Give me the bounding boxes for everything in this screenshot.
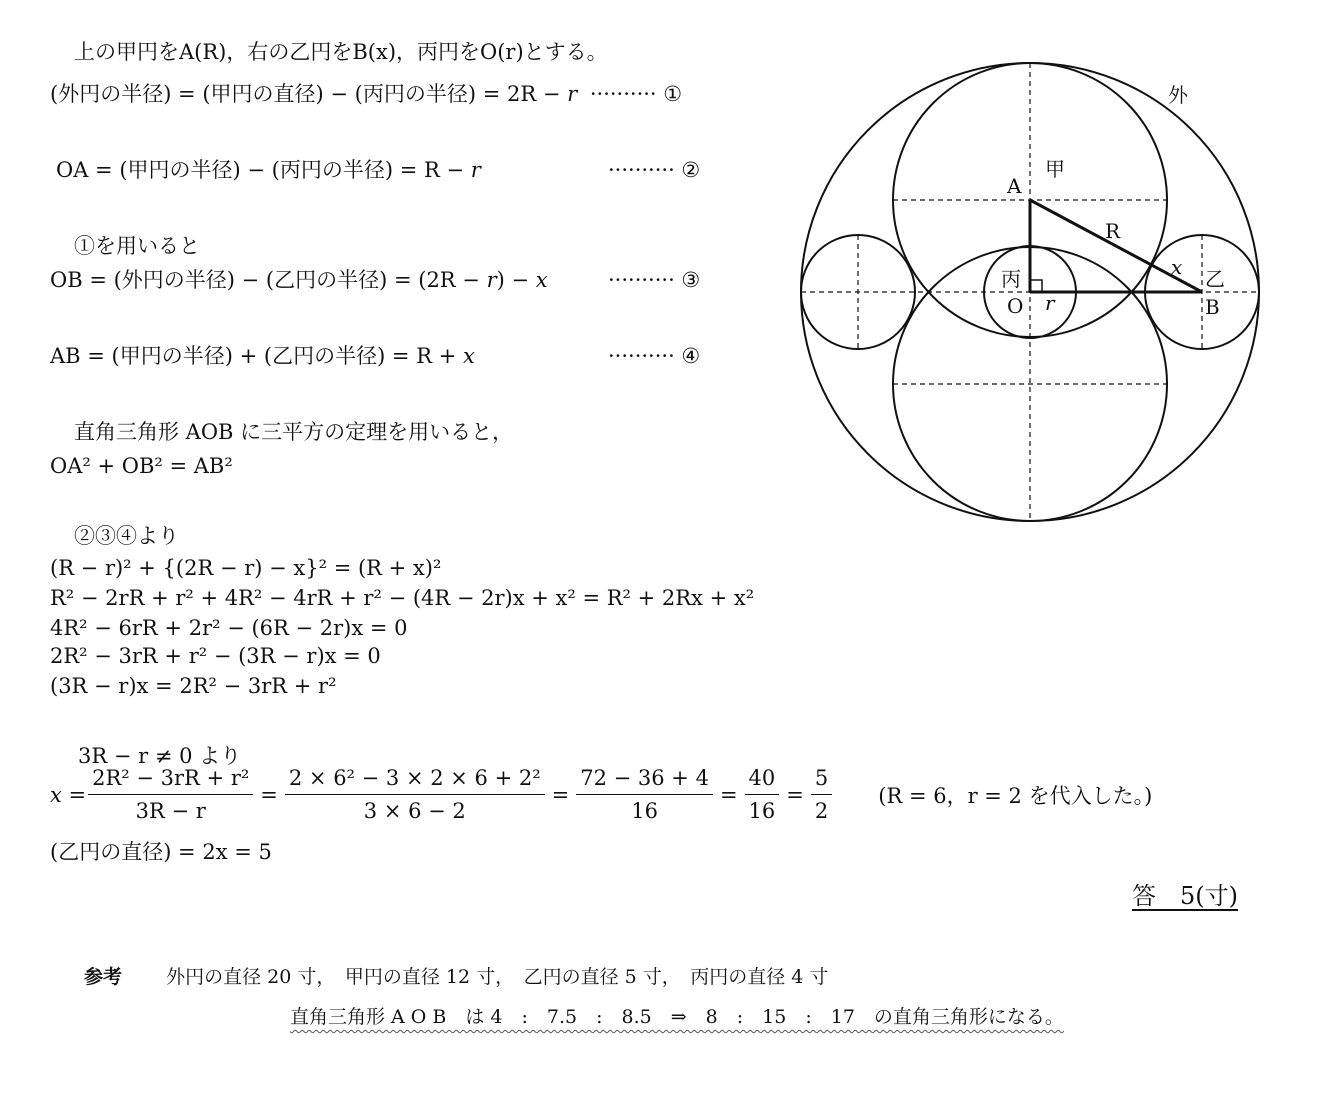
answer: 答 5(寸) [1132, 882, 1238, 910]
reference-line-2: 直角三角形 A O B は 4 : 7.5 : 8.5 ⇒ 8 : 15 : 17 の直角三角形になる。 [290, 1006, 1064, 1028]
label-b: B [1205, 295, 1220, 319]
label-o: O [1007, 294, 1024, 318]
circle-figure [795, 28, 1265, 528]
step-4: 2R² − 3rR + r² − (3R − r)x = 0 [50, 644, 381, 668]
equation-2: OA = (甲円の半径) − (丙円の半径) = R − r [56, 158, 481, 182]
label-r-small: r [1045, 291, 1055, 315]
step-3: 4R² − 6rR + 2r² − (6R − 2r)x = 0 [50, 616, 408, 640]
step-5: (3R − r)x = 2R² − 3rR + r² [50, 674, 337, 698]
diameter-equation: (乙円の直径) = 2x = 5 [50, 840, 272, 864]
use-eq1-text: ①を用いると [74, 234, 200, 258]
reference-line-1: 参考 外円の直径 20 寸， 甲円の直径 12 寸， 乙円の直径 5 寸， 丙円の直径 4 寸 [84, 966, 829, 988]
pythagoras-equation: OA² + OB² = AB² [50, 454, 233, 478]
kou-label: 甲 [1045, 157, 1065, 181]
equation-3: OB = (外円の半径) − (乙円の半径) = (2R − r) − x [50, 268, 548, 292]
from-234-text: ②③④より [74, 524, 179, 548]
outer-label: 外 [1168, 83, 1188, 107]
reference-label: 参考 [84, 966, 123, 988]
right-angle-mark [1030, 280, 1042, 292]
step-1: (R − r)² + {(2R − r) − x}² = (R + x)² [50, 556, 442, 580]
substitution-note: (R = 6，r = 2 を代入した。) [878, 783, 1153, 808]
equation-3-tag: ·········· ③ [608, 268, 701, 292]
otsu-label: 乙 [1205, 267, 1225, 291]
label-x: x [1171, 255, 1183, 279]
condition-text: 3R − r ≠ 0 より [78, 744, 242, 768]
fraction-2: $\frac{\text{2 × 6² − 3 × 2 × 6 + 2²}}{3 \times 6 - 2}$ [285, 766, 545, 823]
step-2: R² − 2rR + r² + 4R² − 4rR + r² − (4R − 2r)x + x² = R² + 2Rx + x² [50, 586, 755, 610]
fraction-equation: x = $\frac{\text{2R² − 3rR + r²}}{3R - r}$ = $\frac{\text{2 × 6² − 3 × 2 × 6 + 2²}}{3 \times 6 - 2}$ = $\frac{72 - 36 + 4}{16}$ = $\frac{40}{16}$ = $\frac{5}{2}$ (R = 6，r = 2 を代入した。) [50, 766, 1153, 823]
fraction-1: $\frac{\text{2R² − 3rR + r²}}{3R - r}$ [88, 766, 253, 823]
equation-1: (外円の半径) = (甲円の直径) − (丙円の半径) = 2R − r ·········· ① [50, 82, 683, 106]
fraction-5: $\frac{5}{2}$ [811, 766, 832, 823]
intro-line: 上の甲円をA(R)，右の乙円をB(x)，丙円をO(r)とする。 [74, 40, 608, 64]
equation-4-tag: ·········· ④ [608, 344, 701, 368]
equation-2-tag: ·········· ② [608, 158, 701, 182]
label-r-big: R [1105, 219, 1121, 243]
fraction-3: $\frac{72 - 36 + 4}{16}$ [576, 766, 713, 823]
x-equals: x = [50, 782, 87, 807]
equation-4: AB = (甲円の半径) + (乙円の半径) = R + x [50, 344, 475, 368]
fraction-4: $\frac{40}{16}$ [745, 766, 780, 823]
label-a: A [1007, 174, 1022, 198]
hei-label: 丙 [1001, 267, 1021, 291]
pythagoras-intro: 直角三角形 AOB に三平方の定理を用いると， [74, 420, 514, 444]
